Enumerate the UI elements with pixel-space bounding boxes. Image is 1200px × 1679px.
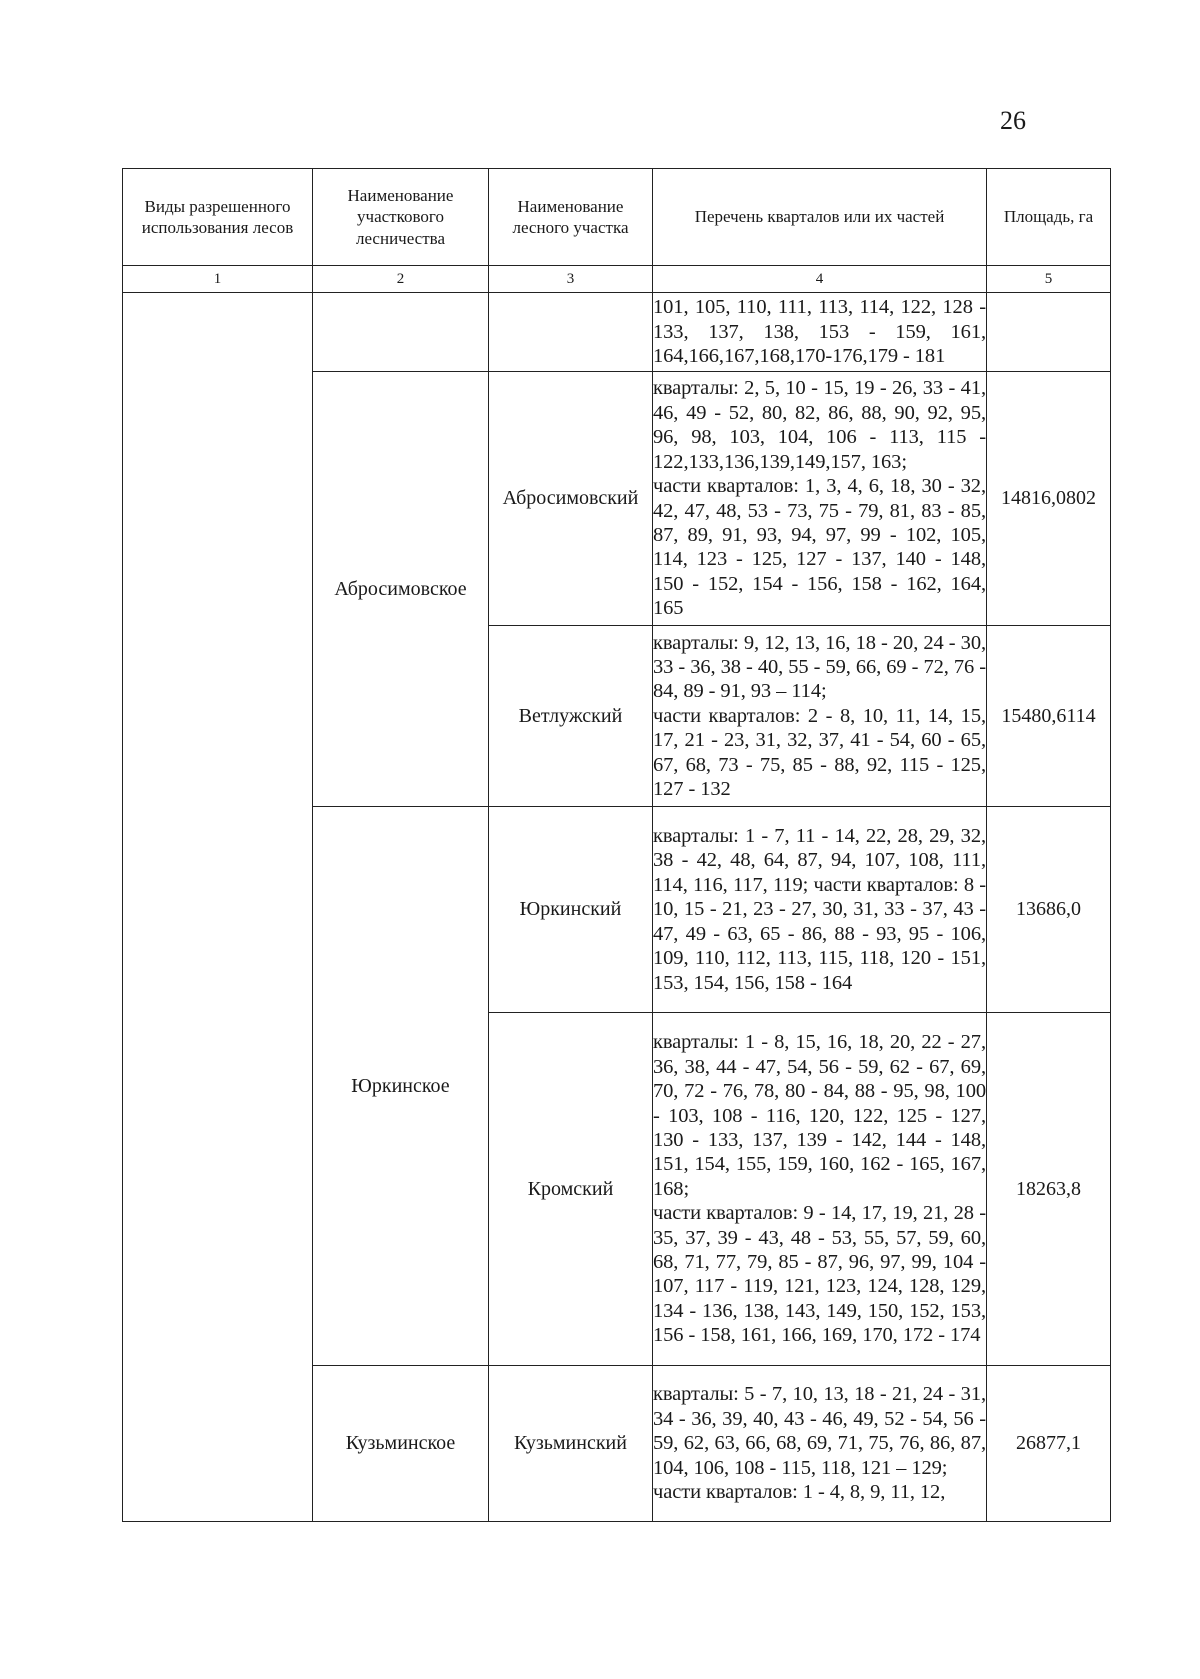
quarters-cell: кварталы: 1 - 7, 11 - 14, 22, 28, 29, 32, 38 - 42, 48, 64, 87, 94, 107, 108, 111, 114, 116, 117, 119; части кварталов: 8 - 10, 15 - 21, 23 - 27, 30, 31, 33 - 37, 43 - 47, 49 - 63, 65 - 86, 88 - 93, 95 - 106, 109, 110, 112, 113, 115, 118, 120 - 151, 153, 154, 156, 158 - 164 [653, 807, 987, 1013]
site-cell: Кромский [489, 1013, 653, 1366]
table-row [123, 293, 1111, 372]
quarters-cell: кварталы: 5 - 7, 10, 13, 18 - 21, 24 - 31, 34 - 36, 39, 40, 43 - 46, 49, 52 - 54, 56 - 59, 62, 63, 66, 68, 69, 71, 75, 76, 86, 87, 104, 106, 108 - 115, 118, 121 – 129; части кварталов: 1 - 4, 8, 9, 11, 12, [653, 1366, 987, 1522]
forestry-cell: Кузьминское [313, 1366, 489, 1522]
area-cell: 18263,8 [987, 1013, 1111, 1366]
header-permitted-use: Виды разрешенного использования лесов [123, 169, 313, 266]
column-number: 3 [489, 266, 653, 293]
header-forestry-name: Наименование участкового лесничества [313, 169, 489, 266]
forestry-cell: Абросимовское [313, 372, 489, 807]
area-cell: 13686,0 [987, 807, 1111, 1013]
area-cell: 26877,1 [987, 1366, 1111, 1522]
site-cell: Ветлужский [489, 626, 653, 807]
column-number-row [123, 266, 1111, 293]
header-quarters-list: Перечень кварталов или их частей [653, 169, 987, 266]
area-cell [987, 293, 1111, 372]
header-site-name: Наименование лесного участка [489, 169, 653, 266]
quarters-cell: 101, 105, 110, 111, 113, 114, 122, 128 - 133, 137, 138, 153 - 159, 161, 164,166,167,168,170-176,179 - 181 [653, 293, 987, 372]
site-cell: Абросимовский [489, 372, 653, 626]
page-number: 26 [1000, 106, 1026, 135]
site-cell [489, 293, 653, 372]
site-cell: Кузьминский [489, 1366, 653, 1522]
area-cell: 14816,0802 [987, 372, 1111, 626]
forest-use-table [122, 168, 1111, 1522]
header-area: Площадь, га [987, 169, 1111, 266]
header-row [123, 169, 1111, 266]
area-cell: 15480,6114 [987, 626, 1111, 807]
site-cell: Юркинский [489, 807, 653, 1013]
quarters-cell: кварталы: 1 - 8, 15, 16, 18, 20, 22 - 27, 36, 38, 44 - 47, 54, 56 - 59, 62 - 67, 69, 70, 72 - 76, 78, 80 - 84, 88 - 95, 98, 100 - 103, 108 - 116, 120, 122, 125 - 127, 130 - 133, 137, 139 - 142, 144 - 148, 151, 154, 155, 159, 160, 162 - 165, 167, 168; части кварталов: 9 - 14, 17, 19, 21, 28 - 35, 37, 39 - 43, 48 - 53, 55, 57, 59, 60, 68, 71, 77, 79, 85 - 87, 96, 97, 99, 104 - 107, 117 - 119, 121, 123, 124, 128, 129, 134 - 136, 138, 143, 149, 150, 152, 153, 156 - 158, 161, 166, 169, 170, 172 - 174 [653, 1013, 987, 1366]
column-number: 5 [987, 266, 1111, 293]
column-number: 1 [123, 266, 313, 293]
forestry-cell: Юркинское [313, 807, 489, 1366]
forestry-cell [313, 293, 489, 372]
quarters-cell: кварталы: 2, 5, 10 - 15, 19 - 26, 33 - 41, 46, 49 - 52, 80, 82, 86, 88, 90, 92, 95, 96, 98, 103, 104, 106 - 113, 115 - 122,133,136,139,149,157, 163; части кварталов: 1, 3, 4, 6, 18, 30 - 32, 42, 47, 48, 53 - 73, 75 - 79, 81, 83 - 85, 87, 89, 91, 93, 94, 97, 99 - 102, 105, 114, 123 - 125, 127 - 137, 140 - 148, 150 - 152, 154 - 156, 158 - 162, 164, 165 [653, 372, 987, 626]
column-number: 4 [653, 266, 987, 293]
column-number: 2 [313, 266, 489, 293]
permitted-use-cell [123, 293, 313, 1522]
quarters-cell: кварталы: 9, 12, 13, 16, 18 - 20, 24 - 30, 33 - 36, 38 - 40, 55 - 59, 66, 69 - 72, 76 - 84, 89 - 91, 93 – 114; части кварталов: 2 - 8, 10, 11, 14, 15, 17, 21 - 23, 31, 32, 37, 41 - 54, 60 - 65, 67, 68, 73 - 75, 85 - 88, 92, 115 - 125, 127 - 132 [653, 626, 987, 807]
